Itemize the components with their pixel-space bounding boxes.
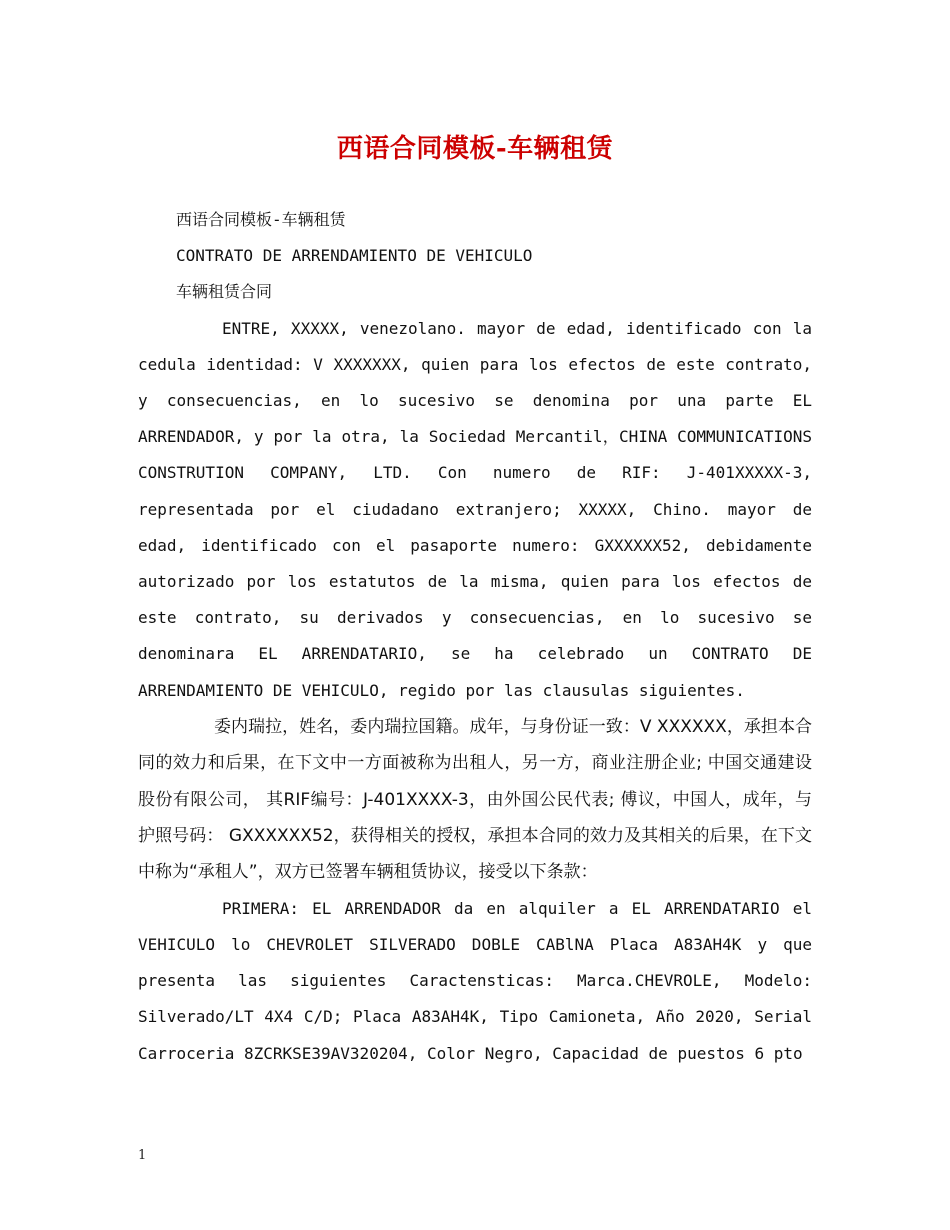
document-title: 西语合同模板-车辆租赁 xyxy=(336,134,614,164)
heading-line-chinese: 车辆租赁合同 xyxy=(176,282,273,302)
document-body xyxy=(138,202,812,1072)
page-number: 1 xyxy=(138,1148,147,1163)
paragraph-primera: PRIMERA: EL ARRENDADOR da en alquiler a EL ARRENDATARIO el VEHICULO lo CHEVROLET SILVERADO DOBLE CABlNA Placa A83AH4K y que presenta las siguientes Caractensticas: Marca.CHEVROLE, Modelo: Silverado/LT 4X4 C/D; Placa A83AH4K, Tipo Camioneta, Año 2020, Serial Carroceria 8ZCRKSE39AV320204, Color Negro, Capacidad de puestos 6 pto xyxy=(138,898,812,1063)
paragraph-parties-spanish: ENTRE, XXXXX, venezolano. mayor de edad, identificado con la cedula identidad: V XXXXXXX, quien para los efectos de este contrato, y consecuencias, en lo sucesivo se denomina por una parte EL ARRENDADOR, y por la otra, la Sociedad Mercantil，CHINA COMMUNICATIONS CONSTRUTION COMPANY, LTD. Con numero de RIF: J-401XXXXX-3, representada por el ciudadano extranjero; XXXXX, Chino. mayor de edad, identificado con el pasaporte numero: GXXXXXX52, debidamente autorizado por los estatutos de la misma, quien para los efectos de este contrato, su derivados y consecuencias, en lo sucesivo se denominara EL ARRENDATARIO, se ha celebrado un CONTRATO DE ARRENDAMIENTO DE VEHICULO, regido por las clausulas siguientes. xyxy=(138,318,812,700)
heading-line-spanish: CONTRATO DE ARRENDAMIENTO DE VEHICULO xyxy=(176,246,533,266)
paragraph-parties-chinese: 委内瑞拉，姓名，委内瑞拉国籍。成年，与身份证一致：V XXXXXX，承担本合同的效力和后果，在下文中一方面被称为出租人，另一方，商业注册企业; 中国交通建设股份有限公司， 其RIF编号：J-401XXXX-3，由外国公民代表; 傅议，中国人，成年，与护照号码： GXXXXXX52，获得相关的授权，承担本合同的效力及其相关的后果，在下文中称为“承租人”，双方已签署车辆租赁协议，接受以下条款： xyxy=(138,716,812,883)
heading-line-title: 西语合同模板-车辆租赁 xyxy=(176,210,346,229)
